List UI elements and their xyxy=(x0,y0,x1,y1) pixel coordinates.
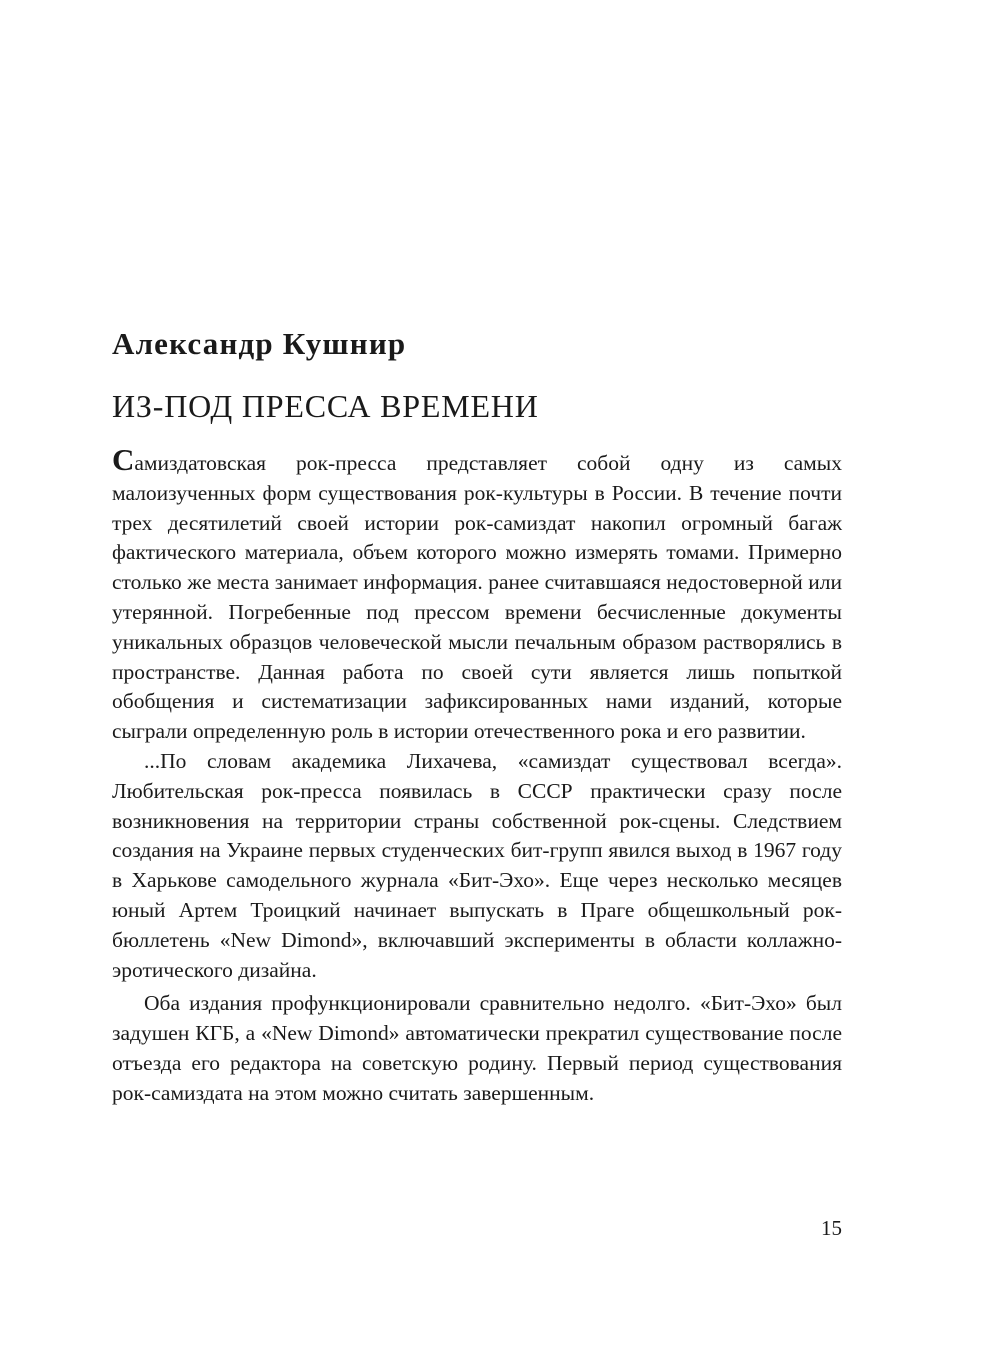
paragraph-2: ...По словам академика Лихачева, «самиздат существовал всегда». Любительская рок-пресса появилась в СССР практически сразу после возникновения на территории страны собственной рок-сцены. Следствием создания на Украине первых студенческих бит-групп явился выход в 1967 году в Харькове самодельного журнала «Бит-Эхо». Еще через несколько месяцев юный Артем Троицкий начинает выпускать в Праге общешкольный рок-бюллетень «New Dimond», включавший эксперименты в области коллажно-эротического дизайна. xyxy=(112,748,842,982)
author-name: Александр Кушнир xyxy=(112,326,407,361)
paragraph-3: Оба издания профункционировали сравнительно недолго. «Бит-Эхо» был задушен КГБ, а «New Dimond» автоматически прекратил существование после отъезда его редактора на советскую родину. Первый период существования рок-самиздата на этом можно считать завершенным. xyxy=(112,991,842,1105)
paragraph-1-text: амиздатовская рок-пресса представляет собой одну из самых малоизученных форм существования рок-культуры в России. В течение почти трех десятилетий своей истории рок-самиздат накопил огромный багаж фактического материала, объем которого можно измерять томами. Примерно столько же места занимает информация. ранее считавшаяся недостоверной или утерянной. Погребенные под прессом времени бесчисленные документы уникальных образцов человеческой мысли печальным образом растворялись в пространстве. Данная работа по своей сути является лишь попыткой обобщения и систематизации зафиксированных нами изданий, которые сыграли определенную роль в истории отечественного рока и его развитии. xyxy=(112,451,842,744)
drop-cap-letter: С xyxy=(112,442,135,477)
paragraph-1 xyxy=(112,444,842,747)
chapter-title: ИЗ-ПОД ПРЕССА ВРЕМЕНИ xyxy=(112,388,539,424)
page-number: 15 xyxy=(821,1216,842,1240)
chapter-body xyxy=(112,444,842,1109)
